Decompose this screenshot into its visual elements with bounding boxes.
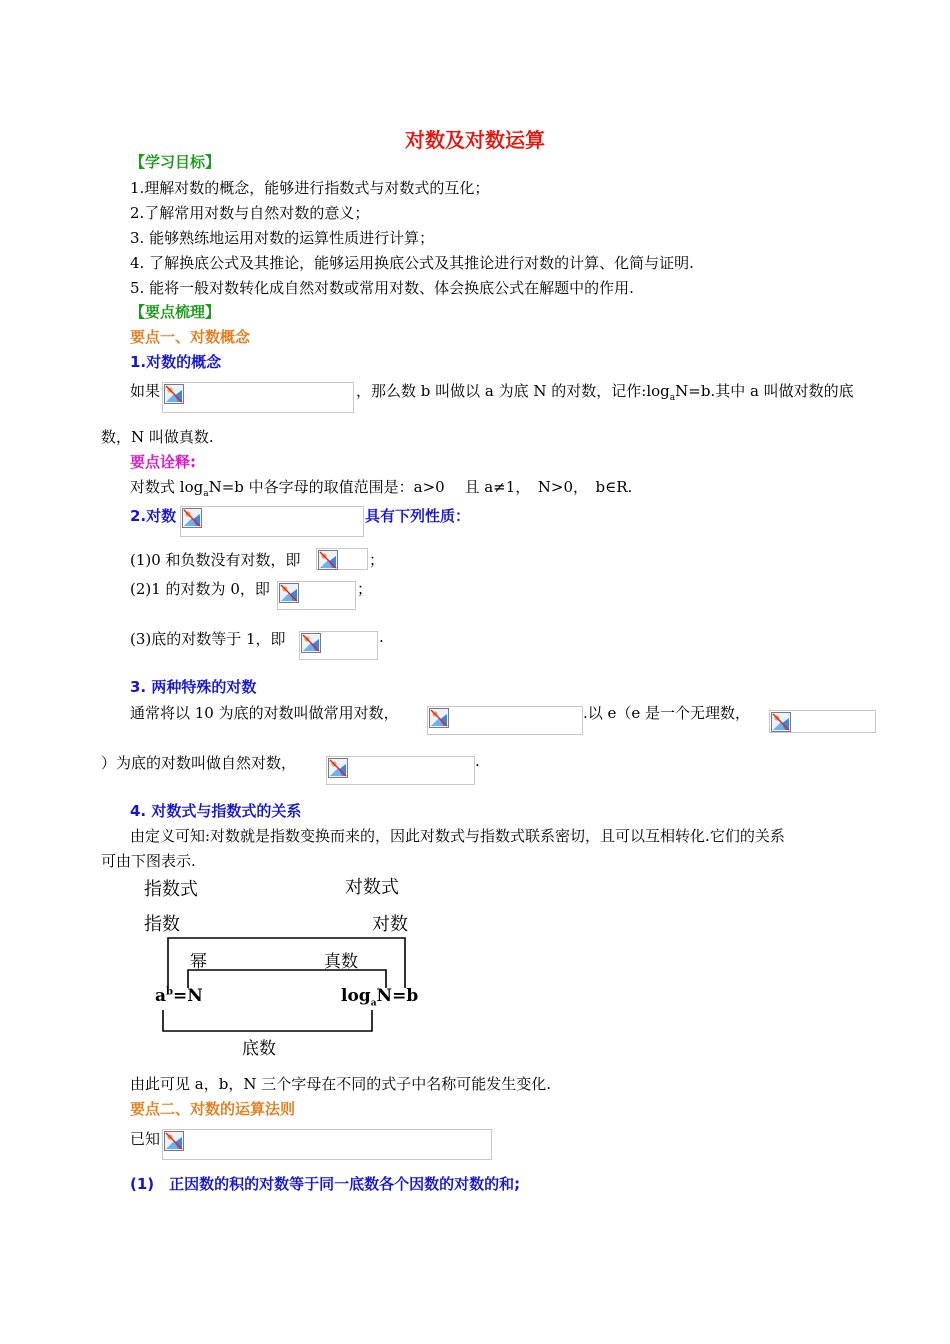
diagram-base: 底数 (242, 1039, 276, 1059)
outline-heading: 【要点梳理】 (130, 303, 221, 321)
diagram-log-form: 对数式 (345, 877, 399, 898)
goal-item: 5. 能将一般对数转化成自然对数或常用对数、体会换底公式在解题中的作用. (130, 279, 634, 297)
property-3: (3)底的对数等于 1，即 (130, 630, 286, 648)
broken-image-icon (771, 712, 791, 732)
sub1-line1-post: ，那么数 b 叫做以 a 为底 N 的对数，记作$:\log_aN=b$.其中 a 叫做对数的底 (356, 382, 854, 403)
formula-image (180, 506, 364, 537)
broken-image-icon (164, 384, 184, 404)
property-1: (1)0 和负数没有对数，即 (130, 551, 301, 569)
page-title: 对数及对数运算 (405, 128, 545, 152)
sub4-line1: 由定义可知:对数就是指数变换而来的，因此对数式与指数式联系密切，且可以互相转化.它们的关系 (130, 827, 785, 845)
formula-image (769, 710, 876, 733)
note-text: 对数式 $\log_aN=b$ 中各字母的取值范围是：a>0 且 a≠1， N>0， b∈R. (130, 478, 633, 499)
formula-image (162, 1129, 492, 1160)
point2-heading: 要点二、对数的运算法则 (130, 1100, 296, 1118)
broken-image-icon (279, 583, 299, 603)
rule-1: (1) 正因数的积的对数等于同一底数各个因数的对数的和; (130, 1175, 521, 1193)
point2-given: 已知 (130, 1130, 161, 1148)
diagram-exponent: 指数 (144, 914, 180, 935)
goals-heading: 【学习目标】 (130, 153, 221, 171)
diagram-power: 幂 (190, 952, 207, 972)
property-1-end: ； (369, 551, 385, 569)
broken-image-icon (318, 550, 338, 570)
sub3-line1-pre: 通常将以 10 为底的对数叫做常用对数， (130, 704, 399, 722)
note-heading: 要点诠释: (130, 453, 196, 471)
formula-image (316, 548, 368, 570)
sub4-heading: 4. 对数式与指数式的关系 (130, 802, 302, 820)
point1-heading: 要点一、对数概念 (130, 328, 251, 346)
goal-item: 4. 了解换底公式及其推论，能够运用换底公式及其推论进行对数的计算、化简与证明. (130, 254, 694, 272)
diagram-connectors (150, 930, 420, 1040)
sub1-heading: 1.对数的概念 (130, 353, 222, 371)
diagram-exp-equation: $a^b=N$ (155, 986, 203, 1006)
diagram-exp-form: 指数式 (144, 879, 198, 900)
diagram-antilog: 真数 (324, 952, 358, 972)
broken-image-icon (164, 1131, 184, 1151)
formula-image (299, 631, 378, 660)
sub4-line2: 可由下图表示. (101, 852, 196, 870)
formula-image (277, 581, 356, 610)
property-2: (2)1 的对数为 0，即 (130, 580, 270, 598)
goal-item: 2.了解常用对数与自然对数的意义； (130, 204, 370, 222)
property-2-end: ； (357, 580, 373, 598)
diagram-logarithm: 对数 (372, 914, 408, 935)
sub3-line2-pre: ）为底的对数叫做自然对数， (101, 754, 297, 772)
sub2-heading-pre: 2.对数 (130, 507, 177, 525)
sub3-line2-end: . (475, 752, 480, 770)
formula-image (162, 382, 354, 413)
broken-image-icon (301, 633, 321, 653)
goal-item: 1.理解对数的概念，能够进行指数式与对数式的互化； (130, 179, 490, 197)
sub2-heading-post: 具有下列性质： (365, 507, 471, 525)
diagram-log-equation: $\log_aN=b$ (341, 986, 419, 1009)
sub3-line1-mid: .以 e（e 是一个无理数， (583, 704, 751, 722)
sub3-heading: 3. 两种特殊的对数 (130, 678, 257, 696)
formula-image (427, 706, 583, 735)
formula-image (326, 756, 475, 785)
broken-image-icon (182, 508, 202, 528)
sub1-line2: 数，N 叫做真数. (101, 428, 214, 446)
sub1-line1-pre: 如果 (130, 382, 161, 400)
sub4-conclusion: 由此可见 a，b，N 三个字母在不同的式子中名称可能发生变化. (130, 1075, 551, 1093)
broken-image-icon (328, 758, 348, 778)
broken-image-icon (429, 708, 449, 728)
property-3-end: . (379, 628, 384, 646)
goal-item: 3. 能够熟练地运用对数的运算性质进行计算； (130, 229, 435, 247)
